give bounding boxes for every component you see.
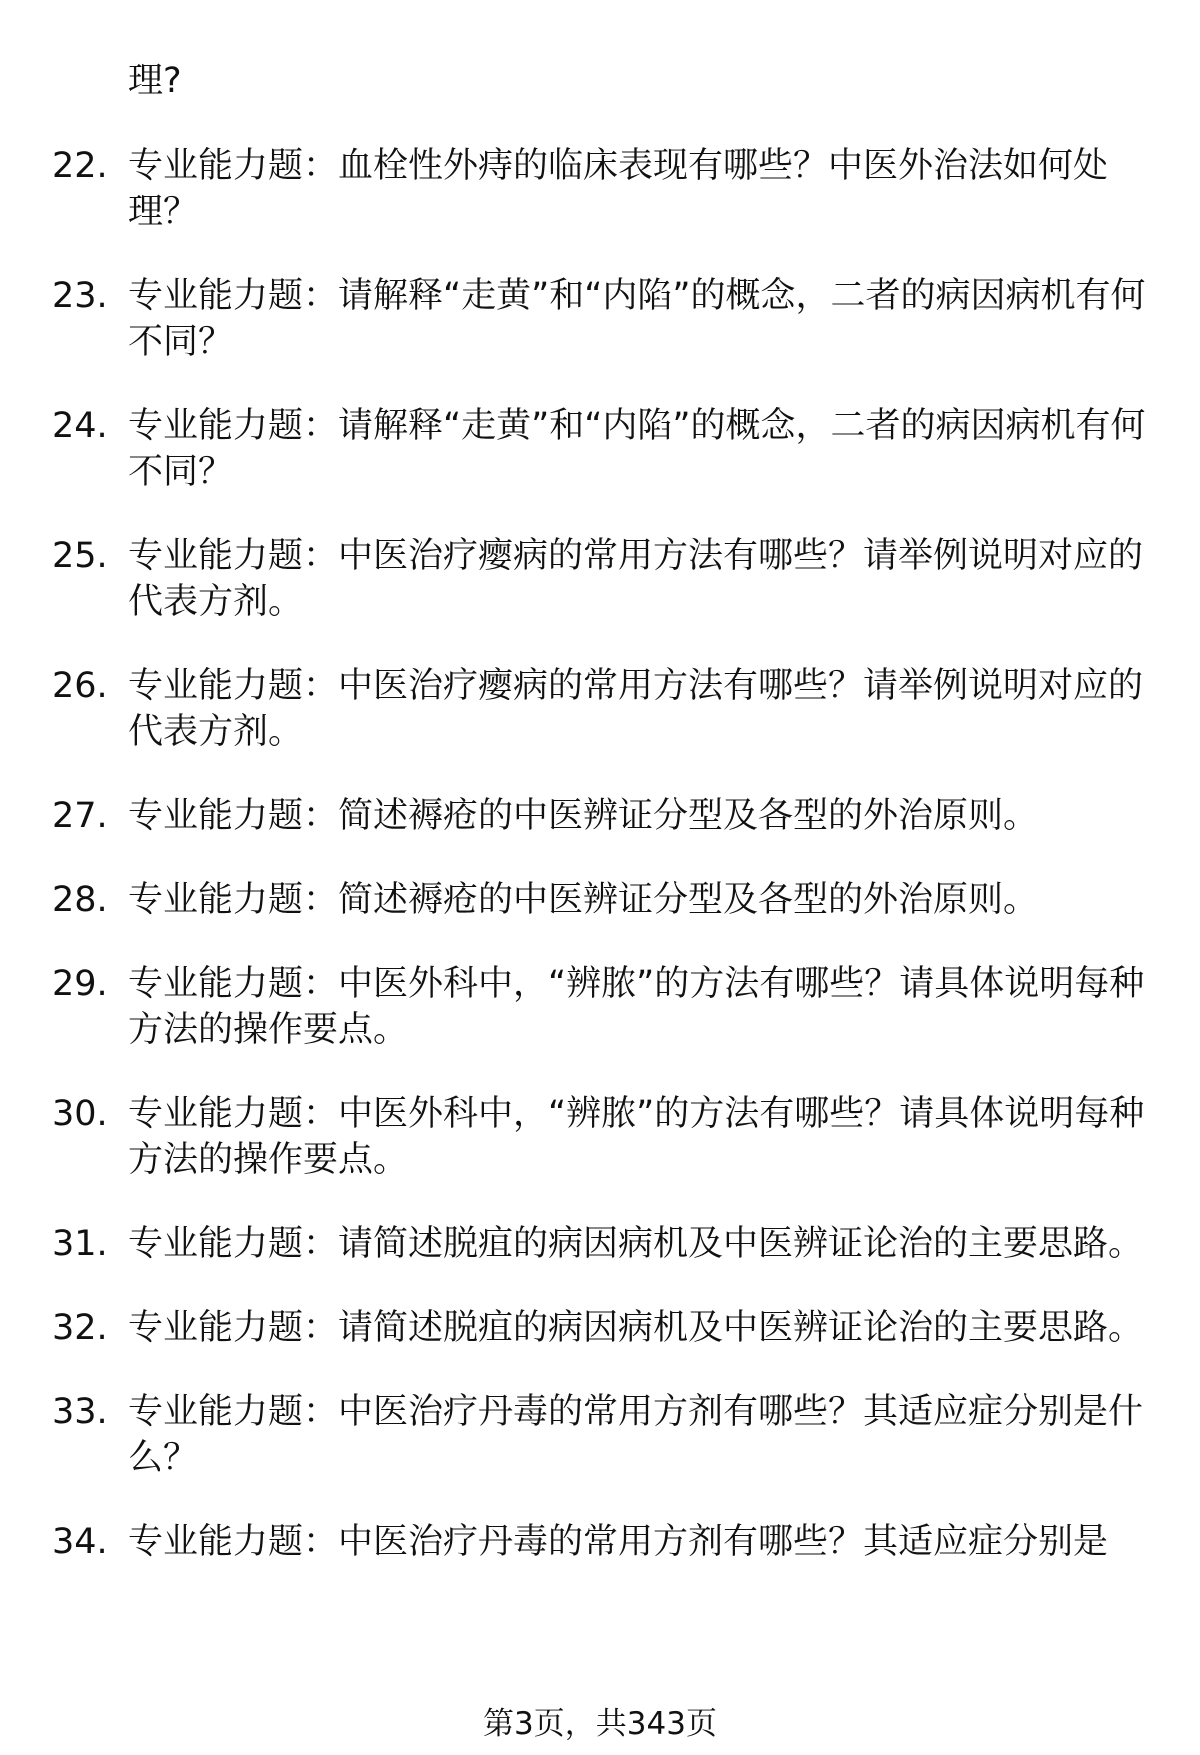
question-text: 专业能力题：简述褥疮的中医辨证分型及各型的外治原则。 <box>128 880 1039 920</box>
question-number: 28. <box>52 880 108 920</box>
question-number: 25. <box>52 536 108 576</box>
continuation-text: 理? <box>128 61 182 101</box>
question-number: 23. <box>52 276 108 316</box>
question-text: 专业能力题：请解释“走黄”和“内陷”的概念，二者的病因病机有何不同？ <box>128 406 1146 492</box>
question-text: 专业能力题：中医治疗瘿病的常用方法有哪些？请举例说明对应的代表方剂。 <box>128 536 1144 622</box>
question-item <box>52 273 1157 365</box>
question-number: 26. <box>52 666 108 706</box>
question-item <box>52 877 1157 923</box>
question-item <box>52 143 1157 235</box>
question-number: 32. <box>52 1308 108 1348</box>
question-item <box>52 961 1157 1053</box>
question-number: 22. <box>52 146 108 186</box>
question-item <box>52 403 1157 495</box>
question-list <box>52 143 1157 1603</box>
question-item <box>52 533 1157 625</box>
question-number: 33. <box>52 1392 108 1432</box>
question-text: 专业能力题：请简述脱疽的病因病机及中医辨证论治的主要思路。 <box>128 1308 1144 1348</box>
question-text: 专业能力题：中医治疗瘿病的常用方法有哪些？请举例说明对应的代表方剂。 <box>128 666 1144 752</box>
question-item <box>52 1305 1157 1351</box>
question-text: 专业能力题：血栓性外痔的临床表现有哪些？中医外治法如何处理？ <box>128 146 1109 232</box>
question-text: 专业能力题：中医外科中，“辨脓”的方法有哪些？请具体说明每种方法的操作要点。 <box>128 964 1145 1050</box>
question-item <box>52 793 1157 839</box>
question-text: 专业能力题：中医外科中，“辨脓”的方法有哪些？请具体说明每种方法的操作要点。 <box>128 1094 1145 1180</box>
question-number: 30. <box>52 1094 108 1134</box>
question-number: 34. <box>52 1522 108 1562</box>
question-number: 29. <box>52 964 108 1004</box>
question-item <box>52 1519 1157 1565</box>
question-text: 专业能力题：中医治疗丹毒的常用方剂有哪些？其适应症分别是什么？ <box>128 1392 1144 1478</box>
question-number: 24. <box>52 406 108 446</box>
question-item <box>52 1091 1157 1183</box>
question-text: 专业能力题：简述褥疮的中医辨证分型及各型的外治原则。 <box>128 796 1039 836</box>
question-text: 专业能力题：请解释“走黄”和“内陷”的概念，二者的病因病机有何不同？ <box>128 276 1146 362</box>
question-item <box>52 1389 1157 1481</box>
question-text: 专业能力题：请简述脱疽的病因病机及中医辨证论治的主要思路。 <box>128 1224 1144 1264</box>
question-item <box>52 1221 1157 1267</box>
question-text: 专业能力题：中医治疗丹毒的常用方剂有哪些？其适应症分别是 <box>128 1522 1109 1562</box>
question-number: 31. <box>52 1224 108 1264</box>
question-item <box>52 663 1157 755</box>
question-number: 27. <box>52 796 108 836</box>
page-footer: 第3页，共343页 <box>483 1706 717 1742</box>
